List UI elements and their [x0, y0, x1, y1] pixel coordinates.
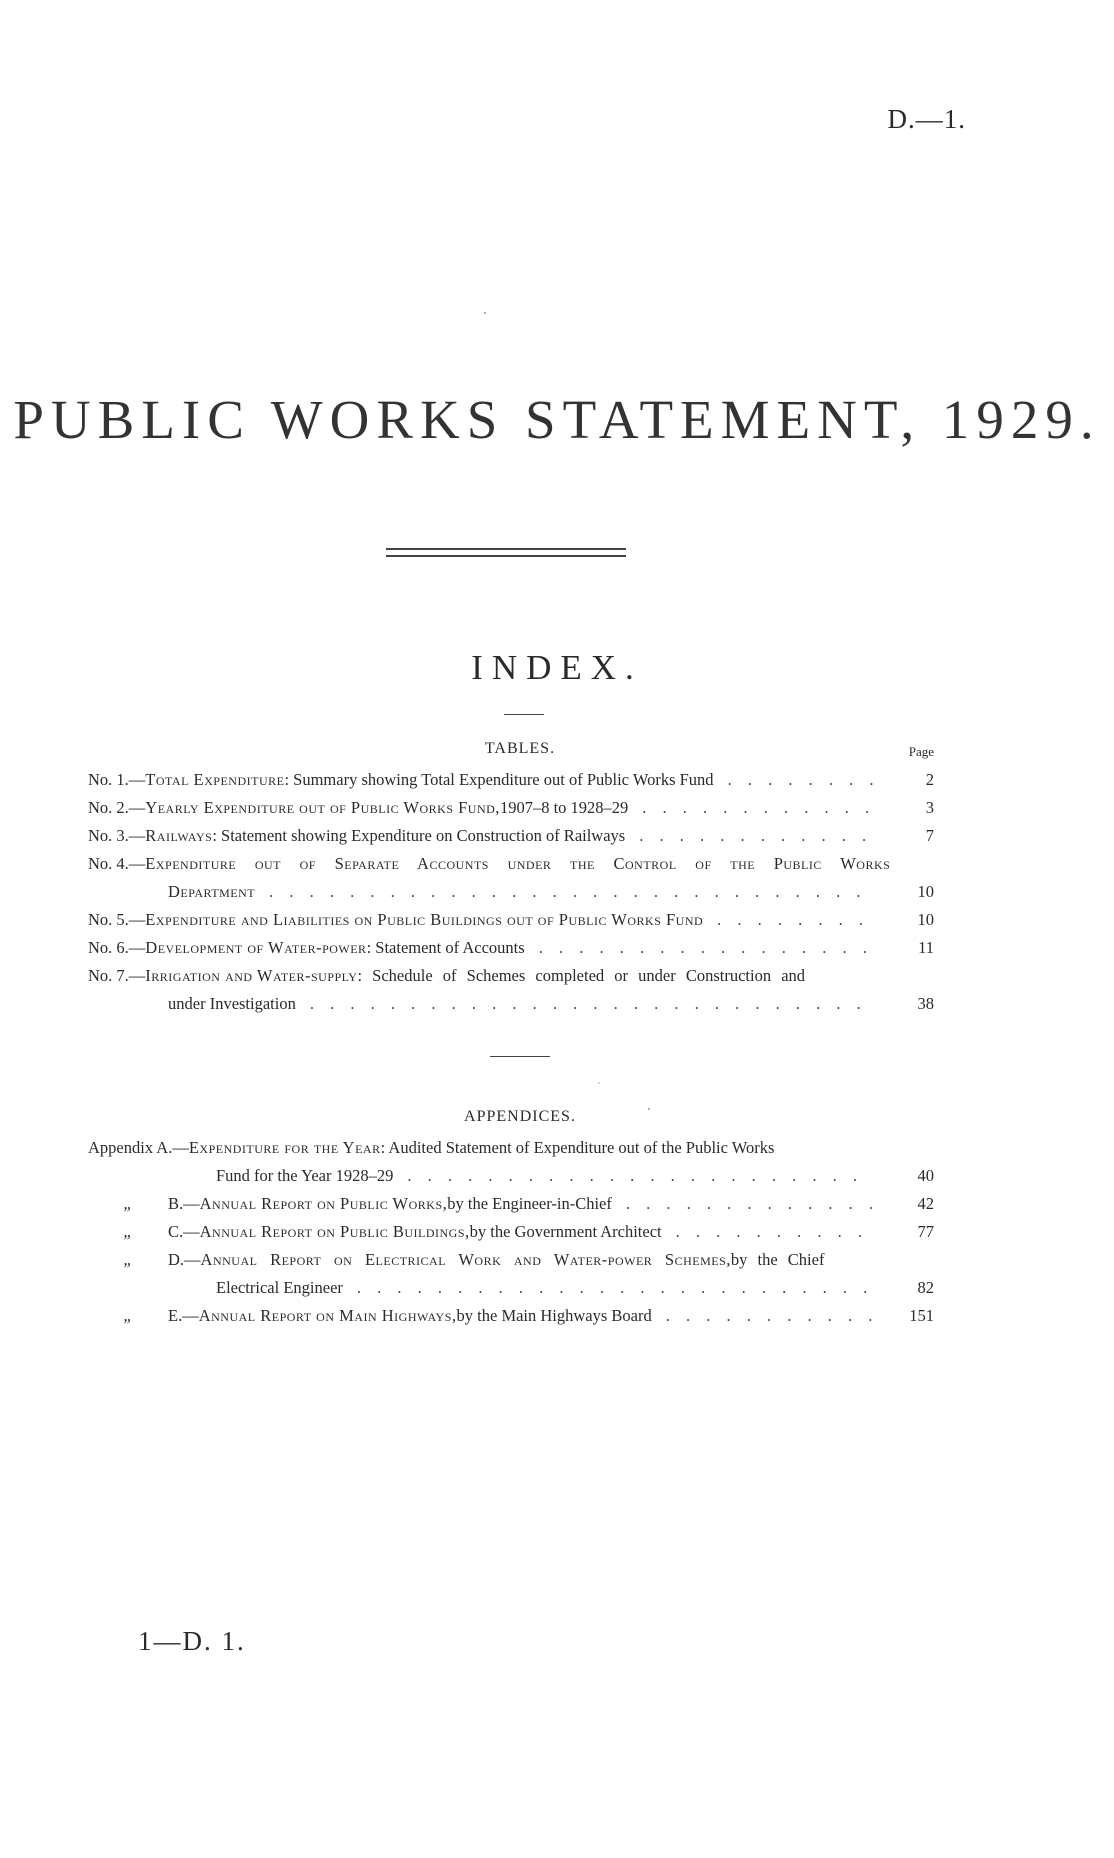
appendix-entry-page: 151: [909, 1306, 934, 1325]
dot-leader: [343, 1274, 874, 1302]
table-entry-caption: Irrigation and Water-supply: [145, 966, 358, 985]
appendix-entry-prefix: E.—: [168, 1306, 199, 1325]
double-rule-divider: [386, 548, 626, 557]
table-entry-text: : Schedule of Schemes completed or under Construction and: [357, 966, 806, 985]
dot-leader: [525, 934, 874, 962]
table-entry-caption: Yearly Expenditure out of Public Works Fund,: [145, 798, 500, 817]
appendix-entry-caption: Annual Report on Electrical Work and Water-power Schemes,: [200, 1250, 731, 1269]
dot-leader: [714, 766, 874, 794]
table-entry-text: : Statement of Accounts: [366, 938, 525, 957]
appendix-entry-prefix: C.—: [168, 1222, 200, 1241]
table-entry-page: 10: [917, 882, 934, 901]
appendices-heading: APPENDICES.: [464, 1108, 576, 1125]
appendix-entry-caption: Annual Report on Main Highways,: [198, 1306, 457, 1325]
dot-leader: [625, 822, 874, 850]
short-rule-divider: [490, 1056, 550, 1057]
appendix-entry-page: 82: [917, 1278, 934, 1297]
page-column-heading: Page: [908, 744, 934, 759]
appendix-entry-caption: Annual Report on Public Buildings,: [199, 1222, 470, 1241]
appendix-entry-page: 42: [917, 1194, 934, 1213]
table-entry-6: [88, 934, 934, 962]
appendix-entry-page: 77: [917, 1222, 934, 1241]
dot-leader: [703, 906, 874, 934]
table-entry-page: 2: [925, 770, 934, 789]
scan-speck: [598, 1082, 600, 1084]
dot-leader: [296, 990, 874, 1018]
appendix-entry-caption: Annual Report on Public Works,: [199, 1194, 448, 1213]
table-entry-5: [88, 906, 934, 934]
tables-heading: TABLES.: [484, 740, 556, 757]
table-entry-number: No. 5.—: [88, 910, 146, 929]
table-entry-caption: Development of Water-power: [145, 938, 367, 957]
table-entry-caption: Total Expenditure: [145, 770, 285, 789]
ditto-mark: „: [123, 1306, 133, 1325]
dot-leader: [628, 794, 874, 822]
ditto-mark: „: [123, 1194, 133, 1213]
table-entry-number: No. 6.—: [88, 938, 146, 957]
table-entry-number: No. 1.—: [88, 770, 146, 789]
appendix-entry-text: by the Government Architect: [469, 1222, 662, 1241]
table-entry-caption: Expenditure and Liabilities on Public Buildings out of Public Works Fund: [145, 910, 704, 929]
dot-leader: [652, 1302, 874, 1330]
table-entry-1: [88, 766, 934, 794]
appendix-entry-d: [88, 1246, 934, 1302]
table-entry-4: [88, 850, 934, 906]
appendix-entry-text: : Audited Statement of Expenditure out of the Public Works: [380, 1138, 775, 1157]
appendix-entry-text: by the Chief: [730, 1250, 825, 1269]
appendix-entry-text: by the Engineer-in-Chief: [447, 1194, 612, 1213]
table-entry-page: 7: [925, 826, 934, 845]
page-title: PUBLIC WORKS STATEMENT, 1929.: [13, 389, 1101, 450]
dot-leader: [255, 878, 874, 906]
table-entry-7: [88, 962, 934, 1018]
document-code: D.—1.: [887, 104, 966, 134]
ditto-mark: „: [123, 1250, 133, 1269]
short-rule-divider: [504, 714, 544, 715]
appendix-entry-text: by the Main Highways Board: [456, 1306, 652, 1325]
appendix-entry-caption: Expenditure for the Year: [188, 1138, 381, 1157]
table-entry-page: 10: [917, 910, 934, 929]
table-entry-number: No. 2.—: [88, 798, 146, 817]
table-entry-number: No. 7.—: [88, 966, 146, 985]
scan-speck: [484, 312, 486, 314]
appendix-entry-prefix: D.—: [168, 1250, 201, 1269]
table-entry-text: 1907–8 to 1928–29: [499, 798, 629, 817]
table-entry-caption: Expenditure out of Separate Accounts under the Control of the Public Works: [145, 854, 891, 873]
table-entry-page: 3: [925, 798, 934, 817]
table-entry-continuation: Department: [168, 882, 256, 901]
scan-speck: [648, 1108, 650, 1110]
footer-signature-code: 1—D. 1.: [138, 1626, 246, 1656]
table-entry-3: [88, 822, 934, 850]
table-entry-continuation: under Investigation: [168, 994, 296, 1013]
appendix-entry-e: [88, 1302, 934, 1330]
dot-leader: [662, 1218, 874, 1246]
table-entry-text: : Summary showing Total Expenditure out of Public Works Fund: [284, 770, 714, 789]
table-entry-page: 38: [917, 994, 934, 1013]
table-entry-text: : Statement showing Expenditure on Construction of Railways: [212, 826, 626, 845]
appendix-entry-b: [88, 1190, 934, 1218]
appendix-entry-prefix: Appendix A.—: [88, 1138, 189, 1157]
appendix-entry-c: [88, 1218, 934, 1246]
appendix-entry-page: 40: [917, 1166, 934, 1185]
appendix-entry-prefix: B.—: [168, 1194, 200, 1213]
table-entry-2: [88, 794, 934, 822]
index-heading: INDEX.: [471, 648, 643, 687]
table-entry-page: 11: [918, 938, 934, 957]
ditto-mark: „: [123, 1222, 133, 1241]
table-entry-number: No. 3.—: [88, 826, 146, 845]
dot-leader: [393, 1162, 874, 1190]
dot-leader: [612, 1190, 874, 1218]
appendix-entry-continuation: Electrical Engineer: [216, 1278, 343, 1297]
appendix-entry-continuation: Fund for the Year 1928–29: [216, 1166, 394, 1185]
appendix-entry-a: [88, 1134, 934, 1190]
table-entry-caption: Railways: [145, 826, 213, 845]
table-entry-number: No. 4.—: [88, 854, 146, 873]
